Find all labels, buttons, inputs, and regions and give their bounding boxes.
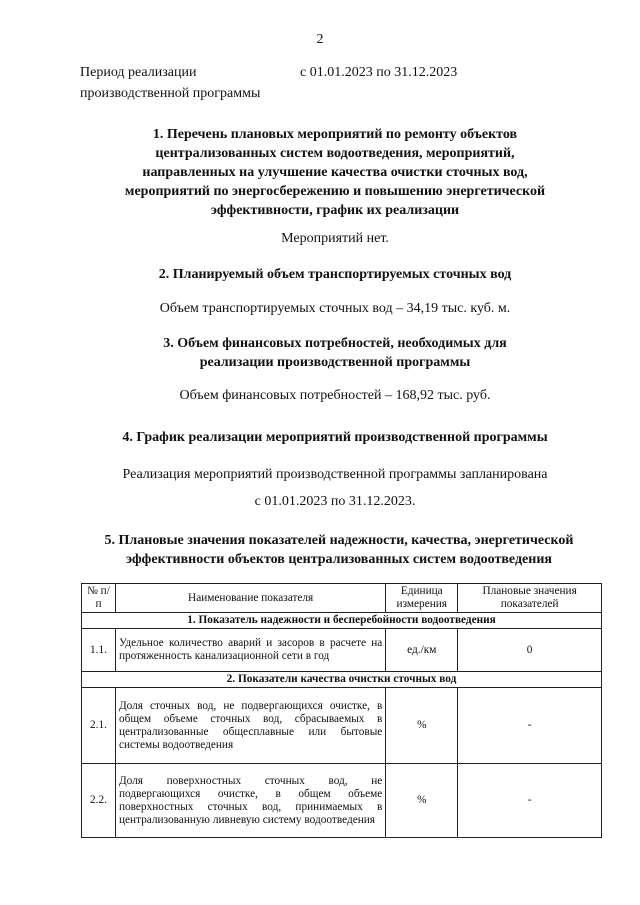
row-unit: ед./км: [386, 629, 458, 672]
group-2-title: 2. Показатели качества очистки сточных вод: [82, 672, 602, 688]
row-plan: -: [458, 764, 602, 838]
section-1-title-line: направленных на улучшение качества очистки сточных вод,: [142, 165, 528, 180]
section-4-text: [70, 461, 600, 515]
table-row: [82, 688, 602, 764]
section-3-title: [70, 334, 600, 372]
row-num: 2.2.: [82, 764, 116, 838]
section-3-title-line: реализации производственной программы: [199, 355, 471, 370]
row-num: 1.1.: [82, 629, 116, 672]
table-row: [82, 764, 602, 838]
period-value: с 01.01.2023 по 31.12.2023: [300, 65, 458, 80]
section-2-text: Объем транспортируемых сточных вод – 34,19 тыс. куб. м.: [159, 301, 511, 316]
row-plan: -: [458, 688, 602, 764]
section-3-title-line: 3. Объем финансовых потребностей, необходимых для: [163, 336, 507, 351]
section-4-text-line: Реализация мероприятий производственной программы запланирована: [122, 467, 548, 482]
indicators-table: [81, 583, 602, 838]
period-label-line1: Период реализации: [80, 65, 197, 80]
row-name: Доля поверхностных сточных вод, не подвергающихся очистке, в общем объеме поверхностных сточных вод, принимаемых в централизованную ливневую систему водоотведения: [115, 764, 385, 838]
row-unit: %: [386, 764, 458, 838]
table-group-row: [82, 672, 602, 688]
section-1-title-line: централизованных систем водоотведения, мероприятий,: [155, 146, 515, 161]
header-num: № п/п: [82, 584, 116, 613]
period-label: [80, 62, 290, 104]
section-4-text-line: с 01.01.2023 по 31.12.2023.: [254, 494, 416, 509]
header-plan: Плановые значения показателей: [458, 584, 602, 613]
section-1-title: [70, 125, 600, 220]
section-1-title-line: эффективности, график их реализации: [210, 203, 460, 218]
section-2-title: 2. Планируемый объем транспортируемых сточных вод: [158, 267, 512, 282]
section-1-title-line: мероприятий по энергосбережению и повышению энергетической: [124, 184, 546, 199]
group-1-title: 1. Показатель надежности и бесперебойности водоотведения: [82, 613, 602, 629]
page-number: 2: [316, 32, 324, 47]
section-1-title-line: 1. Перечень плановых мероприятий по ремонту объектов: [152, 127, 518, 142]
section-1-text: Мероприятий нет.: [281, 231, 389, 246]
section-3-text: Объем финансовых потребностей – 168,92 тыс. руб.: [179, 388, 491, 403]
header-unit: Единица измерения: [386, 584, 458, 613]
section-5-title-line: эффективности объектов централизованных систем водоотведения: [126, 552, 552, 567]
table-header-row: [82, 584, 602, 613]
table-row: [82, 629, 602, 672]
header-name: Наименование показателя: [115, 584, 385, 613]
row-name: Удельное количество аварий и засоров в расчете на протяженность канализационной сети в год: [115, 629, 385, 672]
row-name: Доля сточных вод, не подвергающихся очистке, в общем объеме сточных вод, сбрасываемых в централизованные общесплавные или бытовые системы водоотведения: [115, 688, 385, 764]
row-unit: %: [386, 688, 458, 764]
section-5-title-line: 5. Плановые значения показателей надежности, качества, энергетической: [104, 533, 574, 548]
row-num: 2.1.: [82, 688, 116, 764]
section-5-title: [78, 531, 600, 569]
period-label-line2: производственной программы: [80, 86, 261, 101]
table-group-row: [82, 613, 602, 629]
section-4-title: 4. График реализации мероприятий производственной программы: [122, 430, 548, 445]
row-plan: 0: [458, 629, 602, 672]
